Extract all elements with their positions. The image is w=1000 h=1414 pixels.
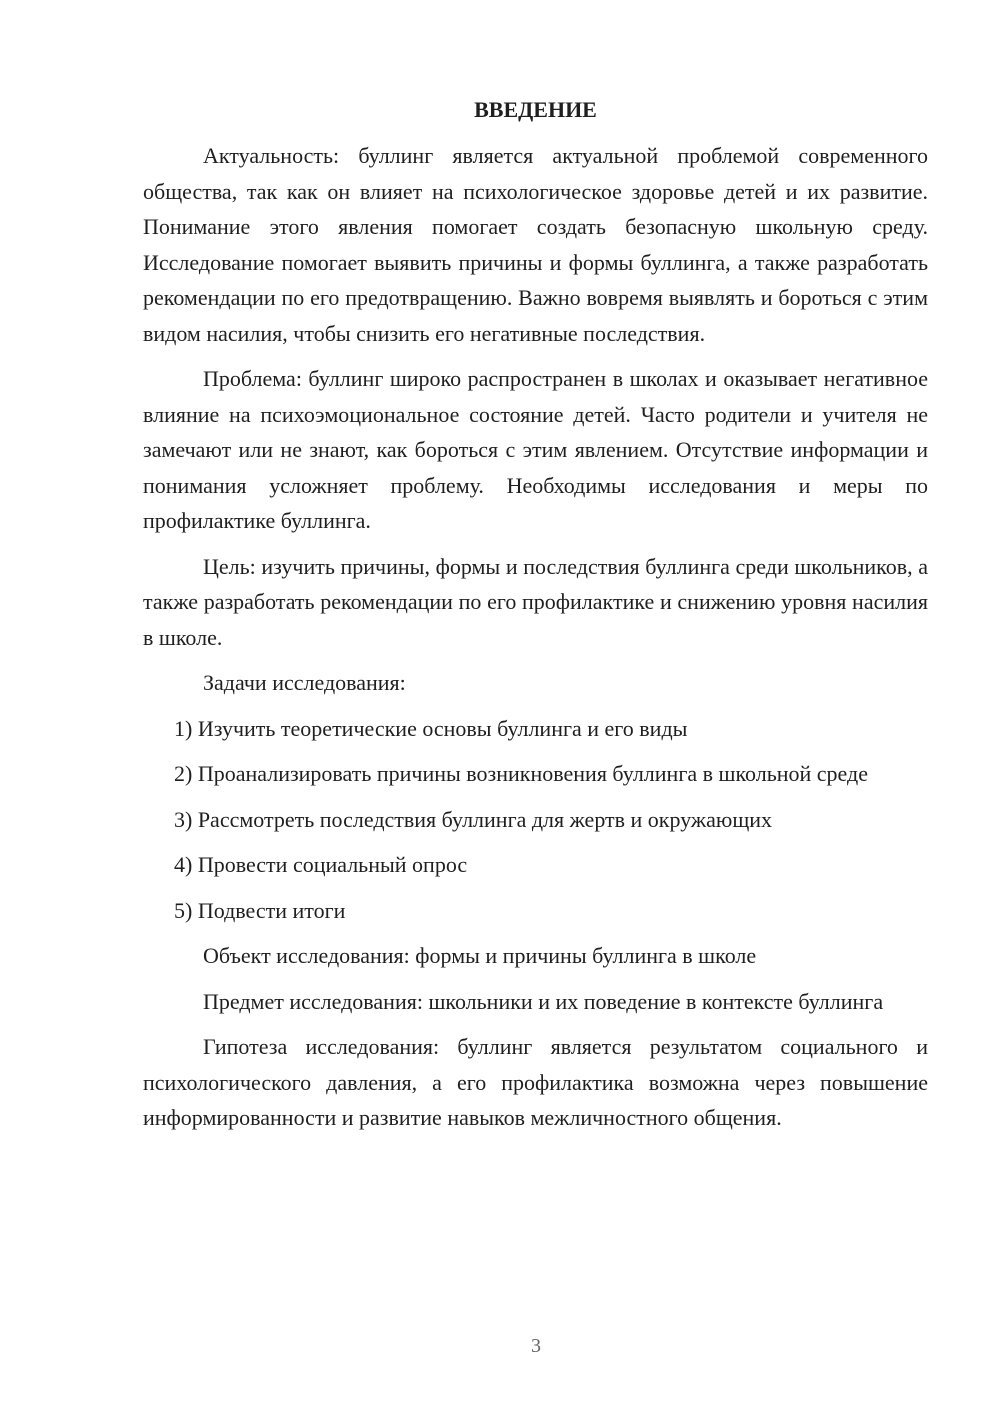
section-heading: ВВЕДЕНИЕ (474, 97, 597, 122)
task-item-1: 1) Изучить теоретические основы буллинга и его виды (174, 715, 688, 741)
object-paragraph: Объект исследования: формы и причины буллинга в школе (203, 943, 757, 968)
page-number: 3 (531, 1335, 541, 1357)
task-item-4: 4) Провести социальный опрос (174, 852, 468, 877)
task-item-5: 5) Подвести итоги (174, 897, 346, 923)
task-item-3: 3) Рассмотреть последствия буллинга для жертв и окружающих (174, 806, 773, 832)
problem-paragraph: Проблема: буллинг широко распространен в школах и оказывает негативное влияние на психоэмоциональное состояние детей. Часто родители и учителя не замечают или не знают, как бороться с этим явлением. Отсутствие информации и понимания усложняет проблему. Необходимы исследования и меры по профилактике буллинга. (143, 366, 928, 533)
task-item-2: 2) Проанализировать причины возникновения буллинга в школьной среде (174, 761, 868, 786)
relevance-paragraph: Актуальность: буллинг является актуальной проблемой современного общества, так как он влияет на психологическое здоровье детей и их развитие. Понимание этого явления помогает создать безопасную школьную среду. Исследование помогает выявить причины и формы буллинга, а также разработать рекомендации по его предотвращению. Важно вовремя выявлять и бороться с этим видом насилия, чтобы снизить его негативные последствия. (143, 143, 928, 346)
hypothesis-paragraph: Гипотеза исследования: буллинг является результатом социального и психологического давления, а его профилактика возможна через повышение информированности и развитие навыков межличностного общения. (143, 1034, 928, 1130)
subject-paragraph: Предмет исследования: школьники и их поведение в контексте буллинга (203, 988, 884, 1014)
document-page (143, 94, 928, 1146)
goal-paragraph: Цель: изучить причины, формы и последствия буллинга среди школьников, а также разработать рекомендации по его профилактике и снижению уровня насилия в школе. (143, 553, 928, 650)
tasks-title: Задачи исследования: (203, 670, 406, 695)
